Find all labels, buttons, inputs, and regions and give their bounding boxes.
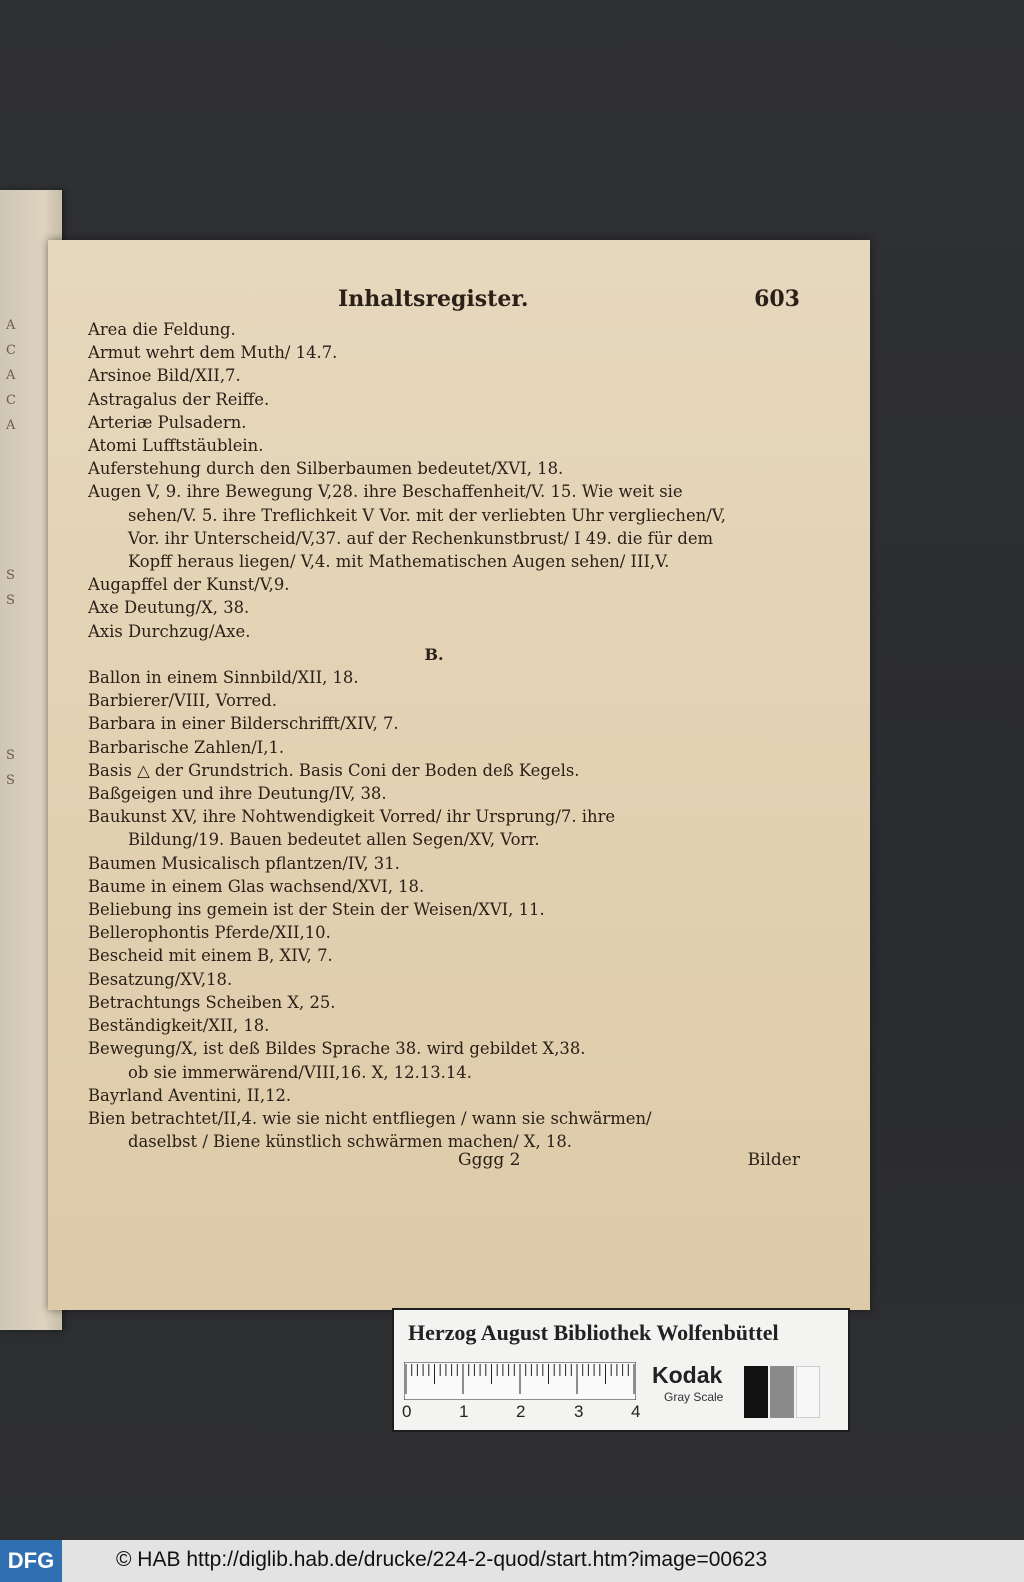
index-entry-text: Baukunst XV, ihre Nohtwendigkeit Vorred/ ihr Ursprung/7. ihre	[88, 807, 616, 827]
credit-bar	[0, 1540, 1024, 1582]
index-entry-text: Baumen Musicalisch pflantzen/IV, 31.	[88, 853, 400, 873]
index-entry-text: Bien betrachtet/II,4. wie sie nicht entfliegen / wann sie schwärmen/	[88, 1108, 652, 1128]
index-entry-text: Beliebung ins gemein ist der Stein der Weisen/XVI, 11.	[88, 900, 545, 920]
edge-mark: A	[6, 318, 16, 333]
index-entry	[88, 944, 840, 967]
ruler-number: 1	[459, 1402, 469, 1421]
running-title: Inhaltsregister.	[338, 286, 529, 312]
index-entry	[88, 921, 840, 944]
index-entry	[88, 480, 840, 573]
index-entry-continuation: Kopff heraus liegen/ V,4. mit Mathematischen Augen sehen/ III,V.	[128, 552, 670, 572]
index-entry	[88, 875, 840, 898]
ruler-numbers	[400, 1402, 640, 1424]
index-entry	[88, 457, 840, 480]
index-entry-text: Augen V, 9. ihre Bewegung V,28. ihre Beschaffenheit/V. 15. Wie weit sie	[88, 482, 683, 502]
index-entry	[88, 1107, 840, 1153]
credit-text[interactable]: © HAB http://diglib.hab.de/drucke/224-2-quod/start.htm?image=00623	[116, 1548, 768, 1571]
edge-mark: A	[6, 368, 16, 383]
index-entry	[88, 666, 840, 689]
index-entry-text: Ballon in einem Sinnbild/XII, 18.	[88, 668, 359, 688]
index-entry-continuation: sehen/V. 5. ihre Treflichkeit V Vor. mit der verliebten Uhr vergliechen/V,	[128, 505, 726, 525]
entries-section-a	[88, 318, 840, 643]
index-entry	[88, 689, 840, 712]
gray-patches	[744, 1366, 822, 1418]
ruler-number: 0	[402, 1402, 412, 1421]
index-entry-text: Bewegung/X, ist deß Bildes Sprache 38. wird gebildet X,38.	[88, 1039, 586, 1059]
edge-mark: S	[6, 568, 15, 583]
index-entry-text: Area die Feldung.	[88, 320, 236, 339]
index-entry-text: Barbara in einer Bilderschrifft/XIV, 7.	[88, 714, 399, 734]
gray-scale-label: Gray Scale	[664, 1390, 724, 1404]
index-entry	[88, 411, 840, 434]
index-entry-text: Bellerophontis Pferde/XII,10.	[88, 923, 331, 943]
index-entry	[88, 805, 840, 851]
index-entry-text: Barbarische Zahlen/I,1.	[88, 737, 285, 757]
index-entry	[88, 782, 840, 805]
index-entry-text: Betrachtungs Scheiben X, 25.	[88, 992, 336, 1012]
index-entry-text: Armut wehrt dem Muth/ 14.7.	[88, 343, 338, 363]
index-entry-text: Axe Deutung/X, 38.	[88, 598, 250, 618]
index-entry	[88, 759, 840, 782]
index-entry	[88, 898, 840, 921]
index-entry-text: Arsinoe Bild/XII,7.	[88, 366, 241, 386]
index-entry-continuation: ob sie immerwärend/VIII,16. X, 12.13.14.	[128, 1062, 472, 1082]
gray-patch-black	[744, 1366, 768, 1418]
dfg-logo: DFG	[0, 1540, 62, 1582]
signature-mark: Gggg 2	[458, 1150, 521, 1170]
index-entry-text: Axis Durchzug/Axe.	[88, 621, 251, 641]
index-entry-text: Auferstehung durch den Silberbaumen bedeutet/XVI, 18.	[88, 459, 564, 479]
index-entry-text: Beständigkeit/XII, 18.	[88, 1016, 270, 1036]
index-entry	[88, 1014, 840, 1037]
index-entry	[88, 712, 840, 735]
index-entry	[88, 991, 840, 1014]
ruler-number: 2	[516, 1402, 526, 1421]
index-entries	[88, 318, 840, 1153]
index-entry-text: Astragalus der Reiffe.	[88, 389, 270, 409]
index-entry-text: Atomi Lufftstäublein.	[88, 436, 264, 456]
index-entry-continuation: daselbst / Biene künstlich schwärmen machen/ X, 18.	[128, 1132, 572, 1152]
index-entry	[88, 388, 840, 411]
index-entry	[88, 573, 840, 596]
running-head	[88, 280, 840, 320]
index-entry	[88, 736, 840, 759]
edge-mark: S	[6, 748, 15, 763]
index-entry	[88, 434, 840, 457]
page-content	[88, 280, 840, 1270]
ruler-number: 3	[574, 1402, 584, 1421]
edge-mark: S	[6, 593, 15, 608]
edge-mark: A	[6, 418, 16, 433]
ruler-scale	[404, 1362, 636, 1400]
entries-section-b	[88, 666, 840, 1153]
index-entry-text: Baßgeigen und ihre Deutung/IV, 38.	[88, 784, 387, 804]
gray-patch-white	[796, 1366, 820, 1418]
color-target-card	[392, 1308, 850, 1432]
edge-mark: S	[6, 773, 15, 788]
page-number: 603	[754, 286, 800, 312]
index-entry-text: Baume in einem Glas wachsend/XVI, 18.	[88, 876, 425, 896]
index-entry	[88, 620, 840, 643]
index-entry	[88, 852, 840, 875]
index-entry	[88, 596, 840, 619]
index-entry-text: Bayrland Aventini, II,12.	[88, 1085, 292, 1105]
index-entry-text: Arteriæ Pulsadern.	[88, 412, 247, 432]
index-entry-text: Augapffel der Kunst/V,9.	[88, 575, 290, 595]
index-entry-text: Besatzung/XV,18.	[88, 969, 233, 989]
ruler-number: 4	[631, 1402, 641, 1421]
index-entry	[88, 364, 840, 387]
index-entry	[88, 341, 840, 364]
index-entry-text: Barbierer/VIII, Vorred.	[88, 691, 277, 711]
section-letter-b: B.	[424, 644, 444, 664]
index-entry-continuation: Bildung/19. Bauen bedeutet allen Segen/XV, Vorr.	[128, 830, 540, 850]
catchword: Bilder	[747, 1150, 800, 1170]
edge-mark: C	[6, 343, 16, 358]
index-entry-continuation: Vor. ihr Unterscheid/V,37. auf der Rechenkunstbrust/ I 49. die für dem	[128, 528, 714, 548]
edge-mark: C	[6, 393, 16, 408]
library-name: Herzog August Bibliothek Wolfenbüttel	[408, 1320, 779, 1345]
page-footer	[88, 1150, 840, 1176]
index-entry	[88, 1037, 840, 1083]
gray-patch-mid	[770, 1366, 794, 1418]
index-entry	[88, 968, 840, 991]
index-entry-text: Basis △ der Grundstrich. Basis Coni der Boden deß Kegels.	[88, 760, 580, 780]
index-entry	[88, 1084, 840, 1107]
index-entry-text: Bescheid mit einem B, XIV, 7.	[88, 946, 333, 966]
kodak-brand: Kodak	[652, 1362, 723, 1388]
book-page	[48, 240, 870, 1310]
index-entry	[88, 318, 840, 341]
